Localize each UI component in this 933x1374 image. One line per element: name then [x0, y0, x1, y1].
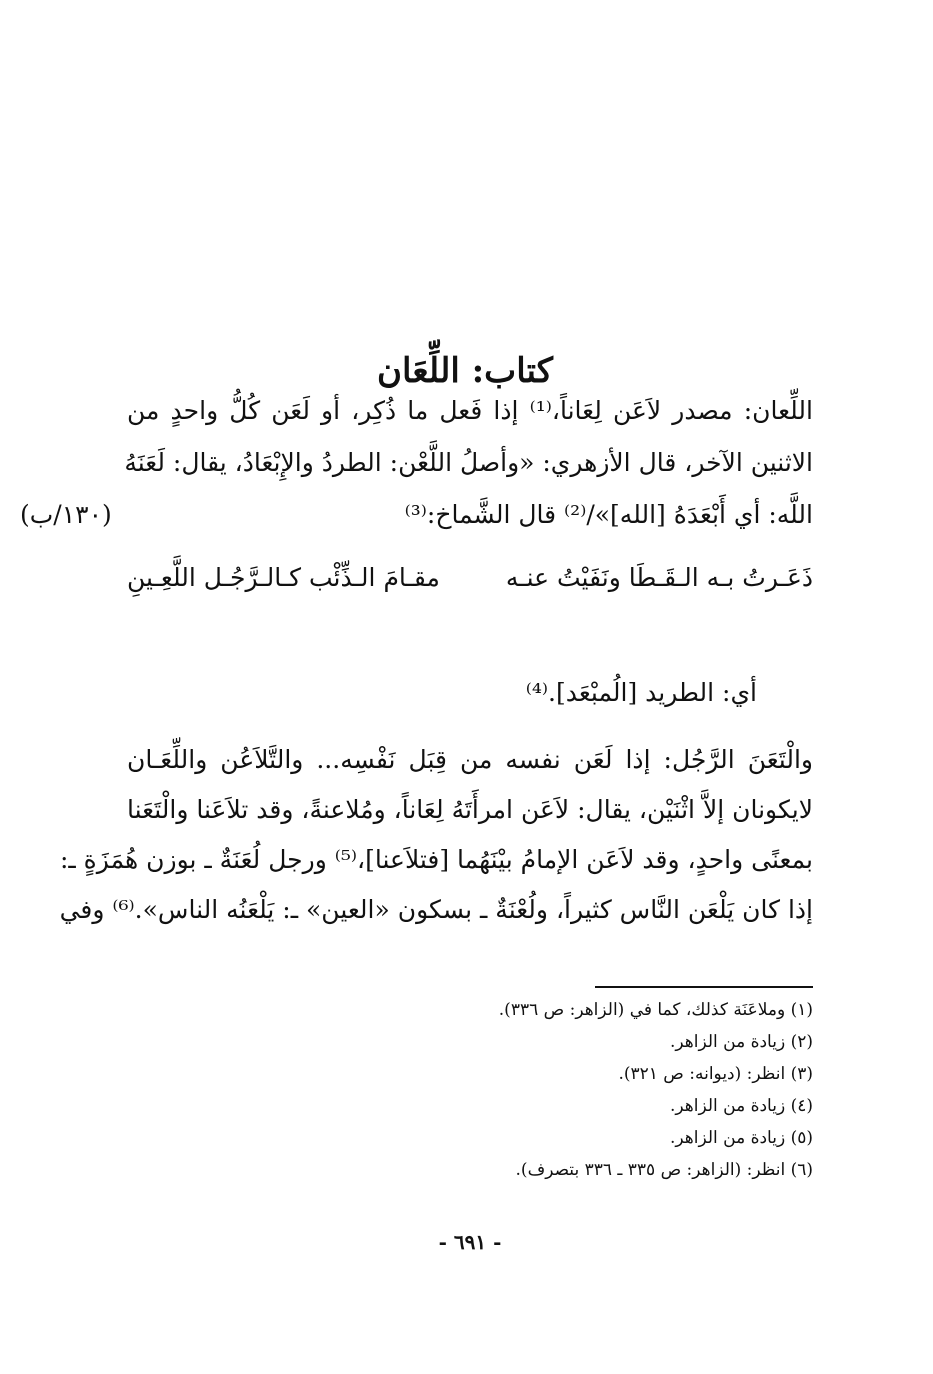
text-line: بمعنًى واحدٍ، وقد لاَعَن الإمامُ بيْنَهُما [فتلاَعنا]،⁽⁵⁾ ورجل لُعَنَةٌ ـ بوزن هُمَزَةٍ ـ:: [59, 845, 813, 874]
text-line: إذا كان يَلْعَن النَّاس كثيراً، ولُعْنَةٌ ـ بسكون «العين» ـ: يَلْعَنُه الناس».⁽⁶⁾ وفي: [59, 895, 813, 924]
footnote: (٣) انظر: (ديوانه: ص ٣٢١).: [618, 1064, 813, 1084]
verse-first-hemistich: ذَعَـرتُ بـه الـقَـطَا ونَفَيْتُ عنـه: [505, 563, 813, 592]
footnote-separator: [595, 986, 813, 988]
footnote: (٢) زيادة من الزاهر.: [669, 1032, 813, 1052]
page-title: كتاب: اللِّعَان: [377, 350, 553, 391]
text-line: اللَّه: أي أَبْعَدَهُ [الله]»/⁽²⁾ قال الشَّماخ:⁽³⁾: [404, 500, 813, 529]
text-line: والْتَعَنَ الرَّجُل: إذا لَعَن نفسه من قِبَل نَفْسِه... والتَّلاَعُن واللِّعَـان: [127, 745, 813, 774]
text-line: اللِّعان: مصدر لاَعَن لِعَاناً،⁽¹⁾ إذا فَعل ما ذُكِر، أو لَعَن كُلُّ واحدٍ من: [127, 396, 813, 425]
manuscript-folio-note: (١٣٠/ب): [20, 500, 112, 529]
text-line: لايكونان إلاَّ اثْنَيْن، يقال: لاَعَن امرأَتَهُ لِعَاناً، ومُلاعنةً، وقد تلاَعَنا والْتَعَنا: [127, 795, 813, 824]
footnote: (١) وملاعَنَة كذلك، كما في (الزاهر: ص ٣٣٦).: [498, 1000, 813, 1020]
page-number: - ٦٩١ -: [438, 1230, 502, 1254]
text-line: الاثنين الآخر، قال الأزهري: «وأصلُ اللَّعْن: الطردُ والإِبْعَادُ، يقال: لَعَنَهُ: [124, 448, 813, 477]
verse-gloss: أي: الطريد [الُمبْعَد].⁽⁴⁾: [525, 678, 757, 707]
footnotes-list: [313, 994, 813, 1186]
poetry-verse: [127, 553, 813, 603]
footnote: (٦) انظر: (الزاهر: ص ٣٣٥ ـ ٣٣٦ بتصرف).: [515, 1160, 813, 1180]
verse-second-hemistich: مقـامَ الـذِّئْب كـالـرَّجُـل اللَّعِـينِ: [127, 563, 440, 592]
footnote: (٤) زيادة من الزاهر.: [669, 1096, 813, 1116]
footnote: (٥) زيادة من الزاهر.: [669, 1128, 813, 1148]
